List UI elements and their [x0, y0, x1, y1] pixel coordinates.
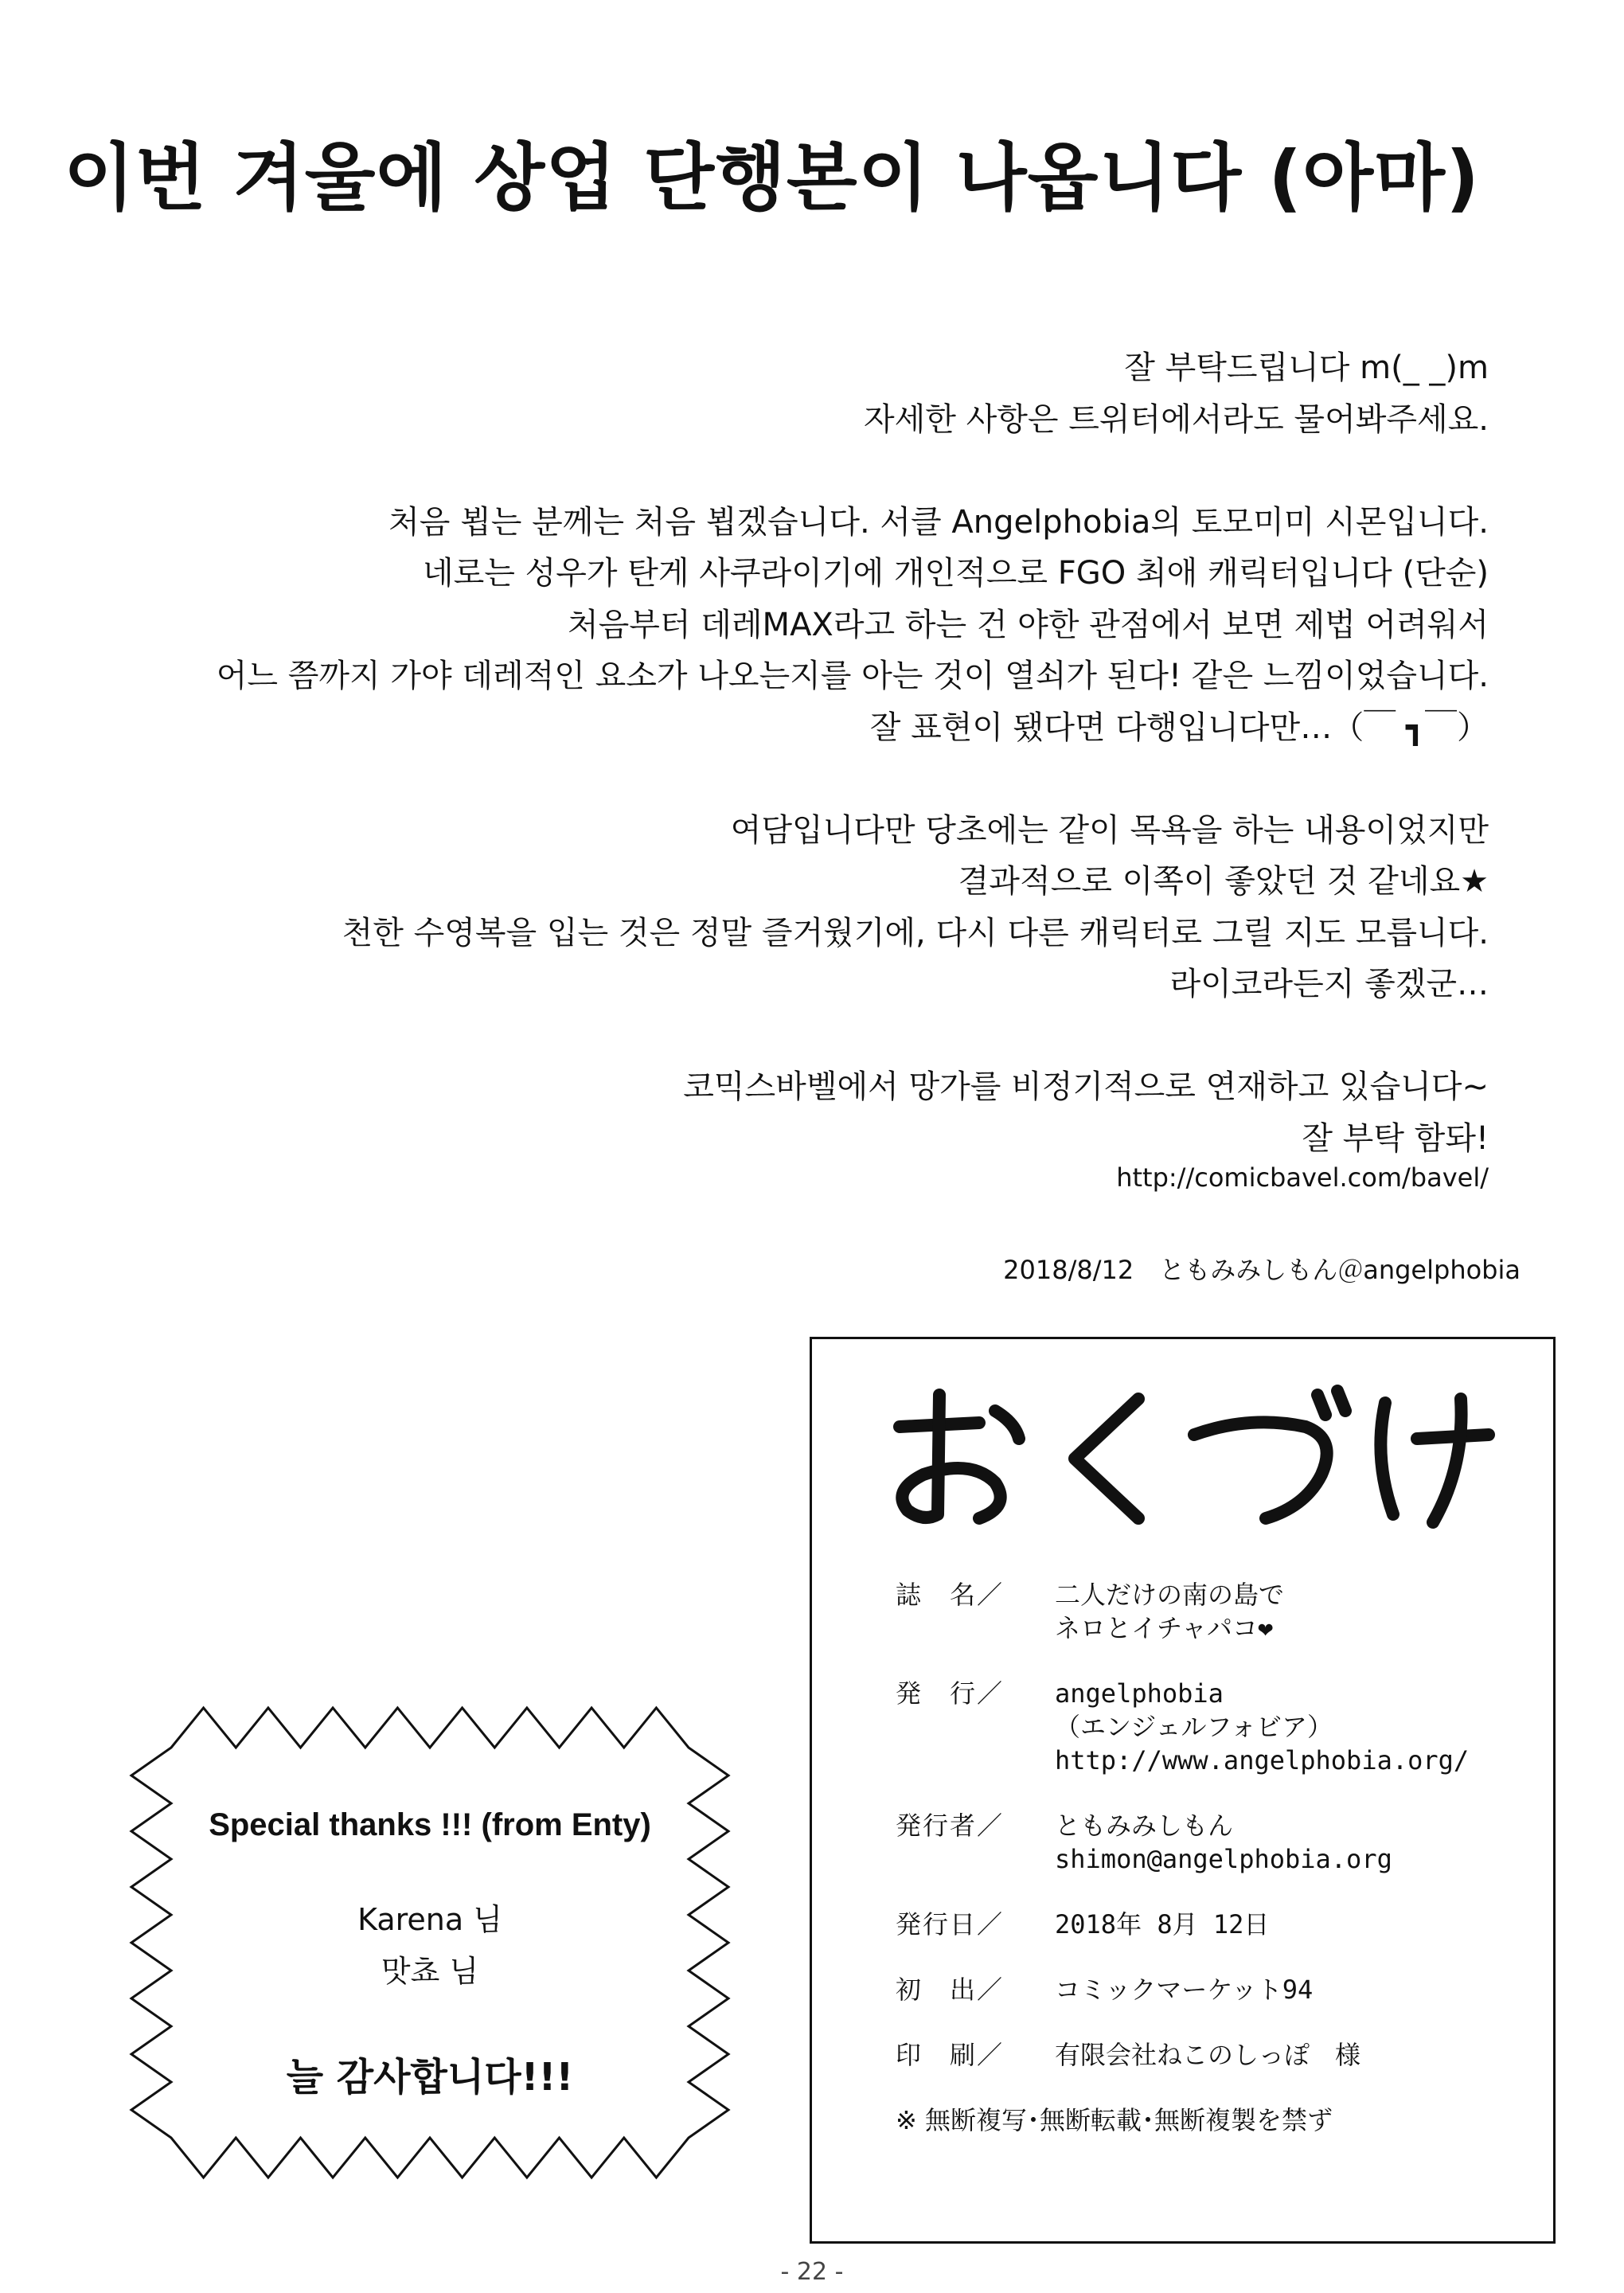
- page-number: - 22 -: [780, 2258, 844, 2286]
- publisher-url: http://www.angelphobia.org/: [1055, 1745, 1470, 1775]
- afterword-line: 잘 부탁 함돠!: [1302, 1119, 1489, 1157]
- row-label: 発 行／: [896, 1678, 1005, 1709]
- row-value: ともみみしもん: [1055, 1811, 1234, 1841]
- afterword-line: 처음 뵙는 분께는 처음 뵙겠습니다. 서클 Angelphobia의 토모미미 시몬입니다.: [388, 503, 1489, 541]
- website-url: http://comicbavel.com/bavel/: [1116, 1162, 1489, 1193]
- row-label: 発行日／: [896, 1909, 1005, 1939]
- afterword-line: 천한 수영복을 입는 것은 정말 즐거웠기에, 다시 다른 캐릭터로 그릴 지도 모릅니다.: [342, 914, 1489, 951]
- afterword-line: 네로는 성우가 탄게 사쿠라이기에 개인적으로 FGO 최애 캐릭터입니다 (단순): [423, 555, 1489, 592]
- colophon-title-lettering: [876, 1379, 1497, 1530]
- row-value: コミックマーケット94: [1055, 1975, 1314, 2005]
- copyright-notice: ※ 無断複写･無断転載･無断複製を禁ず: [896, 2105, 1333, 2135]
- thanks-name: Karena 님: [357, 1902, 502, 1937]
- row-value: 有限会社ねこのしっぽ 様: [1055, 2040, 1361, 2070]
- row-value: ネロとイチャパコ❤: [1055, 1613, 1274, 1643]
- colophon-box: [810, 1337, 1556, 2244]
- row-value: （エンジェルフォビア）: [1055, 1712, 1333, 1742]
- row-value: 二人だけの南の島で: [1055, 1580, 1285, 1610]
- colophon-row-title: [896, 1578, 1524, 1645]
- colophon-row-date: [896, 1908, 1524, 1941]
- afterword-line: 여담입니다만 당초에는 같이 목욕을 하는 내용이었지만: [730, 811, 1489, 849]
- date-signature: 2018/8/12 ともみみしもん＠angelphobia: [1003, 1255, 1521, 1285]
- colophon-row-publisher: [896, 1677, 1524, 1777]
- issuer-email: shimon@angelphobia.org: [1055, 1844, 1392, 1874]
- row-label: 発行者／: [896, 1811, 1005, 1841]
- colophon-rows: [896, 1578, 1524, 2137]
- headline: 이번 겨울에 상업 단행본이 나옵니다 (아마): [64, 135, 1481, 221]
- paragraph-gap: [159, 753, 1489, 805]
- row-label: 初 出／: [896, 1975, 1005, 2005]
- colophon-title: [876, 1379, 1497, 1530]
- afterword-line: 결과적으로 이쪽이 좋았던 것 같네요★: [958, 863, 1489, 900]
- paragraph-gap: [159, 445, 1489, 497]
- thanks-name: 맛쵸 님: [381, 1954, 479, 1989]
- afterword-line: 어느 쯤까지 가야 데레적인 요소가 나오는지를 아는 것이 열쇠가 된다! 같은 느낌이었습니다.: [216, 658, 1489, 694]
- colophon-row-first-appearance: [896, 1973, 1524, 2006]
- afterword-line: 처음부터 데레MAX라고 하는 건 야한 관점에서 보면 제법 어려워서: [568, 606, 1489, 643]
- afterword-line: 자세한 사항은 트위터에서라도 물어봐주세요.: [863, 400, 1489, 438]
- row-value: 2018年 8月 12日: [1055, 1909, 1270, 1939]
- row-value: angelphobia: [1055, 1678, 1224, 1709]
- afterword-line: 코믹스바벨에서 망가를 비정기적으로 연재하고 있습니다~: [683, 1068, 1489, 1105]
- afterword-line: 잘 표현이 됐다면 다행입니다만…（￣ ┓￣）: [869, 709, 1489, 746]
- colophon-row-issuer: [896, 1809, 1524, 1876]
- row-label: 誌 名／: [896, 1580, 1005, 1610]
- thanks-closing: 늘 감사합니다!!!: [286, 2055, 574, 2100]
- thanks-burst: [127, 1704, 732, 2182]
- row-label: 印 刷／: [896, 2040, 1005, 2070]
- afterword-text: [159, 342, 1489, 1164]
- afterword-line: 잘 부탁드립니다 m(_ _)m: [1124, 350, 1489, 386]
- paragraph-gap: [159, 1010, 1489, 1062]
- colophon-row-printer: [896, 2038, 1524, 2072]
- thanks-title: Special thanks !!! (from Enty): [209, 1807, 651, 1842]
- afterword-line: 라이코라든지 좋겠군…: [1169, 966, 1489, 1002]
